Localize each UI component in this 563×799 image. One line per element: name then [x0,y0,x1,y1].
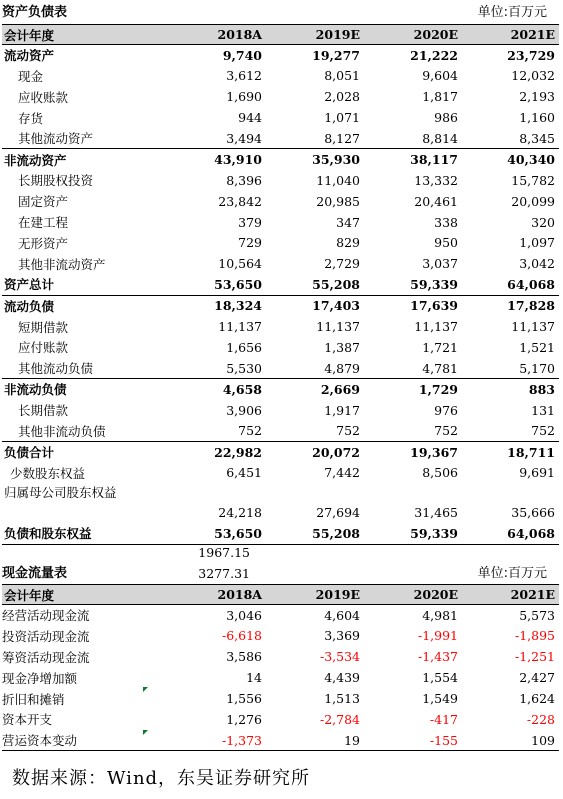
table-row [2,316,559,337]
value-cell: 12,032 [511,68,555,84]
value-cell: 35,666 [511,505,555,521]
value-cell: 1,071 [324,110,360,126]
value-cell: 752 [266,421,364,442]
row-label: 长期借款 [18,403,69,419]
table-row [2,709,559,730]
value-cell: 18,324 [214,298,262,314]
value-cell: 829 [336,235,360,251]
row-label: 其他流动资产 [2,128,170,149]
table-row [2,337,559,358]
value-cell: 31,465 [414,505,458,521]
value-cell: 752 [364,421,462,442]
value-cell: 20,072 [312,444,360,460]
value-cell: 9,691 [519,465,555,481]
value-cell: 59,339 [364,523,462,544]
row-label: 短期借款 [18,319,69,335]
value-cell: 1,624 [519,691,555,706]
value-cell: 15,782 [511,172,555,188]
table-row [2,128,559,149]
value-cell: 5,573 [519,607,555,623]
value-cell: 11,040 [316,172,360,188]
table-row [2,379,559,400]
value-cell: 4,658 [222,381,262,397]
balance-sheet-title: 资产负债表 [2,5,68,20]
header-cell: 2018A [170,25,266,45]
value-cell: 4,604 [324,607,360,623]
table-row [2,212,559,233]
value-cell: 7,442 [324,465,360,481]
table-row [2,295,559,316]
value-cell: 752 [170,421,266,442]
row-label: 营运资本变动 [2,730,170,751]
header-cell: 2020E [364,25,462,45]
header-cell: 2018A [170,585,266,605]
value-cell: 1,160 [519,110,555,126]
row-label: 流动负债 [4,298,55,314]
cashflow-header-row [2,585,559,605]
value-cell: 19,277 [312,47,360,63]
row-label: 经营活动现金流 [2,608,90,624]
row-label: 资产总计 [2,274,170,295]
header-cell: 会计年度 [2,25,170,45]
value-cell: 11,137 [316,319,360,335]
value-cell: 11,137 [218,319,262,335]
row-label: 负债和股东权益 [2,523,170,544]
value-cell: 3,369 [324,628,360,644]
value-cell: -155 [364,730,462,751]
stray-value: 3277.31 [198,566,250,581]
value-cell: 9,604 [422,68,458,84]
value-cell: 38,117 [410,152,458,168]
table-row [2,441,559,462]
value-cell: 3,494 [170,128,266,149]
header-cell: 2021E [462,25,559,45]
table-row [2,667,559,688]
table-row [2,605,559,626]
row-label: 在建工程 [18,215,69,231]
row-label: 折旧和摊销 [2,691,65,707]
value-cell: 17,828 [507,298,555,314]
balance-sheet-unit: 单位:百万元 [477,5,547,20]
value-cell: 976 [434,402,458,418]
value-cell: 752 [462,421,559,442]
value-cell: 1,917 [324,402,360,418]
table-row [2,274,559,295]
table-row [2,86,559,107]
value-cell: 5,530 [170,358,266,379]
table-row [2,400,559,421]
value-cell: 8,396 [226,172,262,188]
value-cell: 3,906 [226,402,262,418]
header-cell: 会计年度 [2,585,170,605]
cell-flag-icon [143,730,148,735]
value-cell: 109 [462,730,559,751]
value-cell: 883 [528,381,555,397]
header-cell: 2020E [364,585,462,605]
value-cell: 320 [531,214,555,230]
value-cell: 1,276 [226,711,262,727]
value-cell: 1,387 [324,339,360,355]
row-label: 非流动负债 [4,382,67,398]
value-cell: 1,721 [422,339,458,355]
table-row [2,625,559,646]
value-cell: 18,711 [507,444,555,460]
value-cell: 1,513 [324,691,360,706]
row-label: 非流动资产 [4,152,67,168]
value-cell: 8,345 [462,128,559,149]
table-row [2,170,559,191]
value-cell: 986 [434,110,458,126]
value-cell: 53,650 [170,523,266,544]
cashflow-title-bar [2,564,561,584]
row-label: 流动资产 [4,48,55,64]
table-row [2,233,559,254]
row-label: 固定资产 [18,194,69,210]
cashflow-title: 现金流量表 [2,566,68,581]
row-label: 其他非流动负债 [2,421,170,442]
value-cell: 23,842 [218,193,262,209]
header-cell: 2021E [462,585,559,605]
balance-sheet-title-bar [2,3,561,23]
value-cell: 1,554 [422,670,458,686]
value-cell: 3,037 [422,256,458,272]
value-cell: 4,439 [324,670,360,686]
value-cell: -1,373 [170,730,266,751]
value-cell: 1,556 [226,691,262,706]
value-cell: 11,137 [414,319,458,335]
table-row [2,421,559,442]
cell-flag-icon [143,687,148,692]
value-cell: 4,981 [422,607,458,623]
value-cell: -1,251 [514,649,555,665]
value-cell: 3,046 [226,607,262,623]
value-cell: 9,740 [222,47,262,63]
table-row [2,107,559,128]
table-row [2,462,559,483]
table-row [2,483,559,523]
value-cell: 20,099 [511,193,555,209]
value-cell: 23,729 [507,47,555,63]
value-cell: 43,910 [214,152,262,168]
value-cell: 3,586 [226,649,262,665]
value-cell: 1,817 [422,89,458,105]
value-cell: -2,784 [319,711,360,727]
value-cell: 64,068 [462,523,559,544]
table-row [2,45,559,66]
value-cell: 17,639 [410,298,458,314]
row-label: 资本开支 [2,712,53,728]
value-cell: 8,814 [364,128,462,149]
value-cell: 950 [434,235,458,251]
row-label: 现金净增加额 [2,670,78,686]
value-cell: 2,669 [320,381,360,397]
value-cell: -6,618 [221,628,262,644]
value-cell: 338 [434,214,458,230]
value-cell: 11,137 [511,319,555,335]
value-cell: 59,339 [364,274,462,295]
value-cell: 944 [238,110,262,126]
value-cell: 3,042 [519,256,555,272]
balance-sheet-table [2,24,559,545]
value-cell: 4,879 [266,358,364,379]
row-label: 长期股权投资 [18,173,94,189]
value-cell: 1,690 [226,89,262,105]
value-cell: 379 [238,214,262,230]
value-cell: 13,332 [414,172,458,188]
table-row [2,253,559,274]
value-cell: 2,028 [324,89,360,105]
value-cell: -1,991 [417,628,458,644]
header-cell: 2019E [266,585,364,605]
value-cell: 8,051 [324,68,360,84]
value-cell: 20,985 [316,193,360,209]
value-cell: 347 [336,214,360,230]
value-cell: 19,367 [410,444,458,460]
table-row [2,358,559,379]
table-row [2,149,559,170]
value-cell: 24,218 [218,505,262,521]
value-cell: 131 [531,402,555,418]
stray-value: 1967.15 [198,545,250,560]
row-label: 归属母公司股东权益 [4,485,117,501]
value-cell: 64,068 [462,274,559,295]
value-cell: -1,437 [417,649,458,665]
row-label: 筹资活动现金流 [2,649,90,665]
value-cell: 1,097 [519,235,555,251]
value-cell: 2,427 [519,670,555,686]
value-cell: 5,170 [462,358,559,379]
value-cell: 3,612 [226,68,262,84]
value-cell: 55,208 [266,274,364,295]
value-cell: 22,982 [214,444,262,460]
value-cell: 35,930 [312,152,360,168]
value-cell: -1,895 [514,628,555,644]
table-row [2,191,559,212]
value-cell: 6,451 [226,465,262,481]
data-source-note: 数据来源：Wind，东吴证券研究所 [12,768,311,789]
value-cell: 19 [266,730,364,751]
row-label: 其他流动负债 [2,358,170,379]
cashflow-unit: 单位:百万元 [477,566,547,581]
row-label: 应收账款 [18,89,69,105]
row-label: 存货 [18,110,44,126]
value-cell: 55,208 [266,523,364,544]
value-cell: 1,656 [226,339,262,355]
balance-header-row [2,25,559,45]
value-cell: 8,506 [422,465,458,481]
value-cell: 2,193 [519,89,555,105]
value-cell: 21,222 [410,47,458,63]
row-label: 投资活动现金流 [2,628,90,644]
value-cell: 14 [246,670,262,686]
row-label: 负债合计 [4,445,55,461]
value-cell: 729 [238,235,262,251]
table-row [2,646,559,667]
value-cell: 17,403 [312,298,360,314]
value-cell: -228 [526,711,555,727]
value-cell: 10,564 [218,256,262,272]
table-row [2,730,559,751]
table-row [2,65,559,86]
value-cell: 4,781 [364,358,462,379]
value-cell: 2,729 [324,256,360,272]
value-cell: 1,729 [418,381,458,397]
value-cell: -3,534 [319,649,360,665]
value-cell: 8,127 [266,128,364,149]
row-label: 少数股东权益 [10,465,86,481]
table-row [2,523,559,544]
row-label: 无形资产 [18,235,69,251]
value-cell: -417 [429,711,458,727]
value-cell: 1,549 [422,691,458,706]
value-cell: 53,650 [170,274,266,295]
value-cell: 40,340 [507,152,555,168]
value-cell: 20,461 [414,193,458,209]
table-row [2,688,559,709]
row-label: 现金 [18,68,44,84]
header-cell: 2019E [266,25,364,45]
value-cell: 27,694 [316,505,360,521]
value-cell: 1,521 [519,339,555,355]
cashflow-table [2,584,559,751]
row-label: 应付账款 [18,340,69,356]
row-label: 其他非流动资产 [18,256,106,272]
